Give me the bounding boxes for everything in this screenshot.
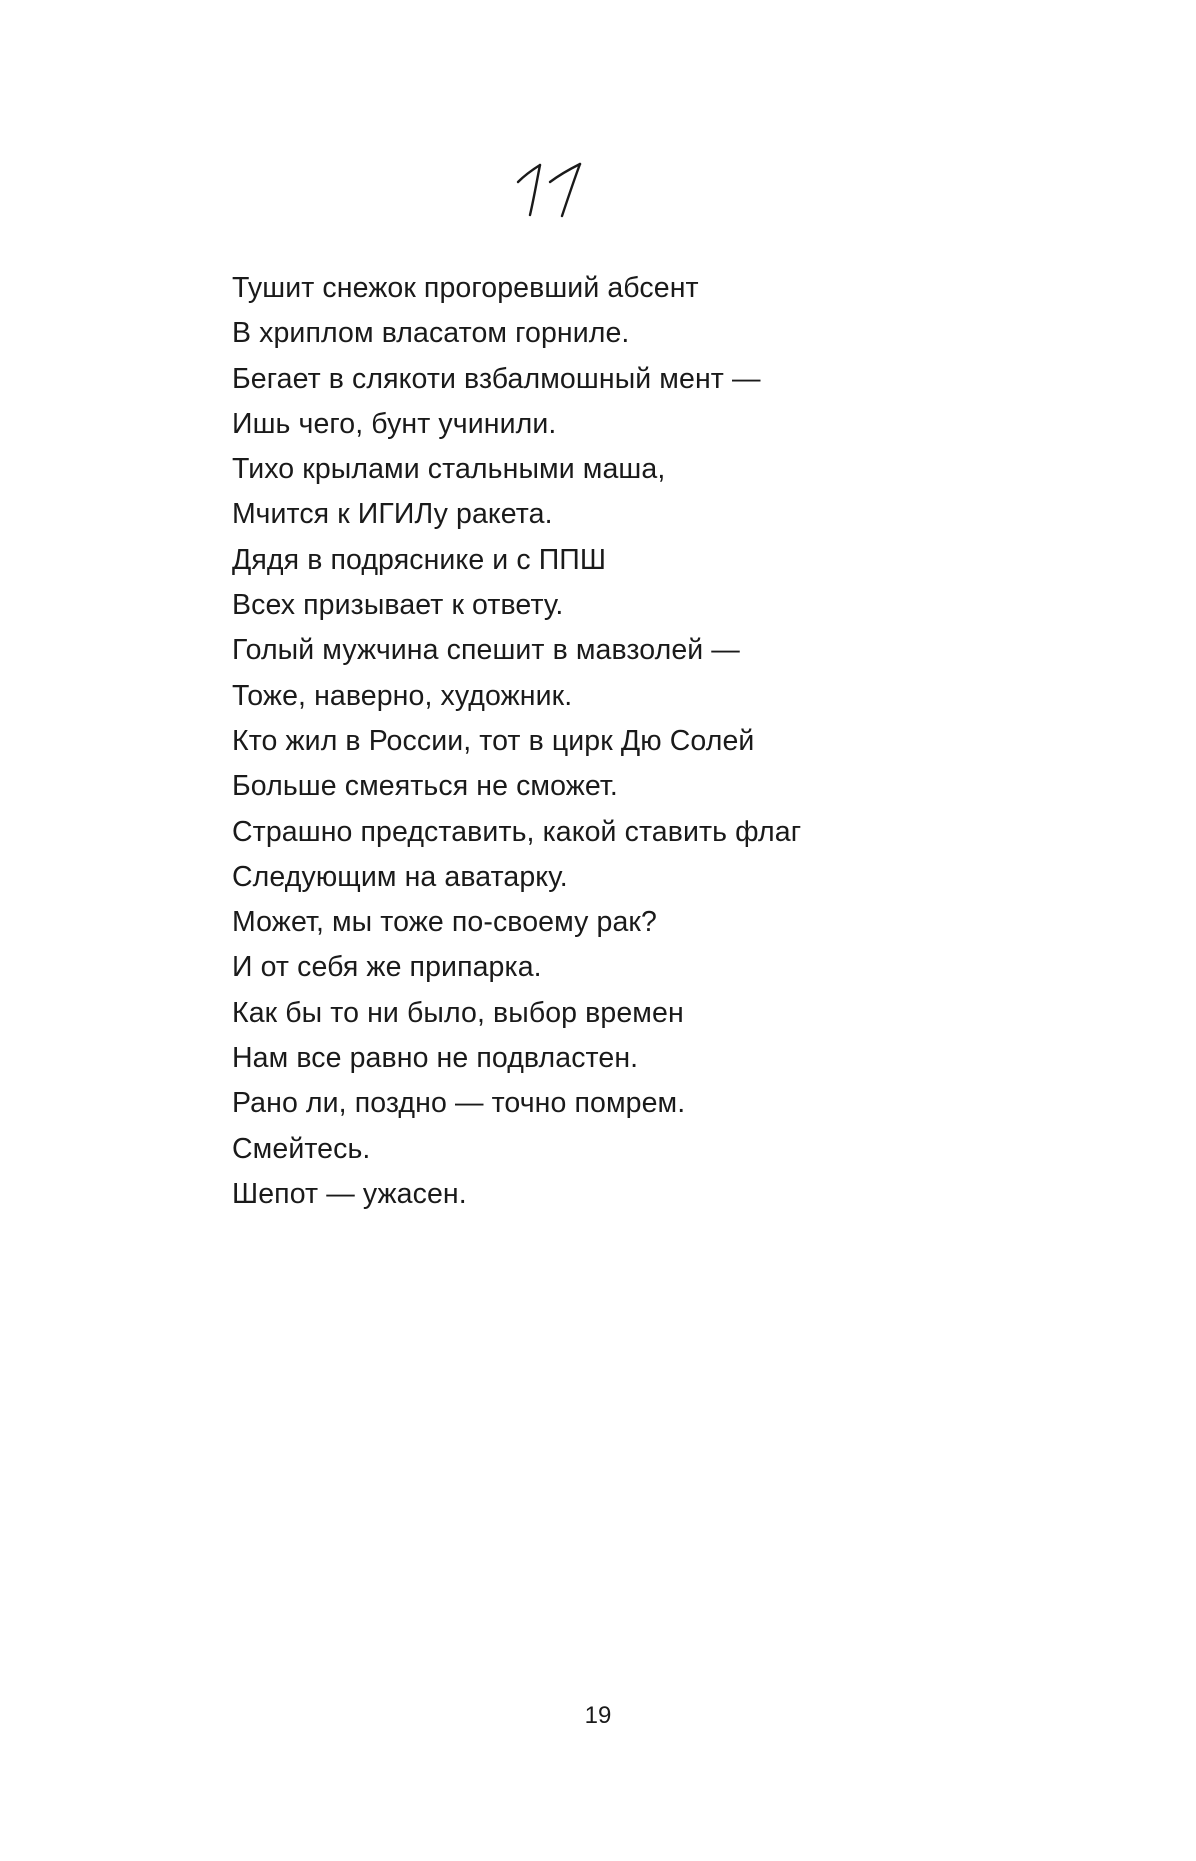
poem-line: Как бы то ни было, выбор времен: [232, 996, 684, 1029]
poem-line: Страшно представить, какой ставить флаг: [232, 815, 802, 848]
handwritten-number-icon: [510, 160, 600, 220]
poem-line: Мчится к ИГИЛу ракета.: [232, 498, 553, 531]
poem-text: [232, 266, 801, 1217]
poem-line: Дядя в подряснике и с ППШ: [232, 543, 607, 576]
poem-line: Нам все равно не подвластен.: [232, 1042, 639, 1075]
poem-line: Тихо крылами стальными маша,: [232, 453, 666, 486]
poem-line: Рано ли, поздно — точно помрем.: [232, 1087, 686, 1120]
poem-line: Тоже, наверно, художник.: [232, 679, 573, 712]
poem-line: Смейтесь.: [232, 1132, 371, 1165]
poem-line: Ишь чего, бунт учинили.: [232, 407, 557, 440]
poem-line: Шепот — ужасен.: [232, 1177, 467, 1210]
poem-line: В хриплом власатом горниле.: [232, 317, 630, 350]
chapter-number-handwritten: [510, 160, 600, 220]
poem-line: Больше смеяться не сможет.: [232, 770, 618, 803]
poem-line: И от себя же припарка.: [232, 951, 542, 984]
poem-line: Всех призывает к ответу.: [232, 589, 564, 622]
poem-line: Бегает в слякоти взбалмошный мент —: [232, 362, 761, 395]
poem-line: Тушит снежок прогоревший абсент: [232, 272, 699, 304]
poem-line: Следующим на аватарку.: [232, 860, 568, 893]
poem-line: Кто жил в России, тот в цирк Дю Солей: [232, 724, 755, 757]
page-number: 19: [584, 1702, 612, 1729]
poem-line: Может, мы тоже по-своему рак?: [232, 906, 657, 939]
poem-line: Голый мужчина спешит в мавзолей —: [232, 634, 740, 667]
